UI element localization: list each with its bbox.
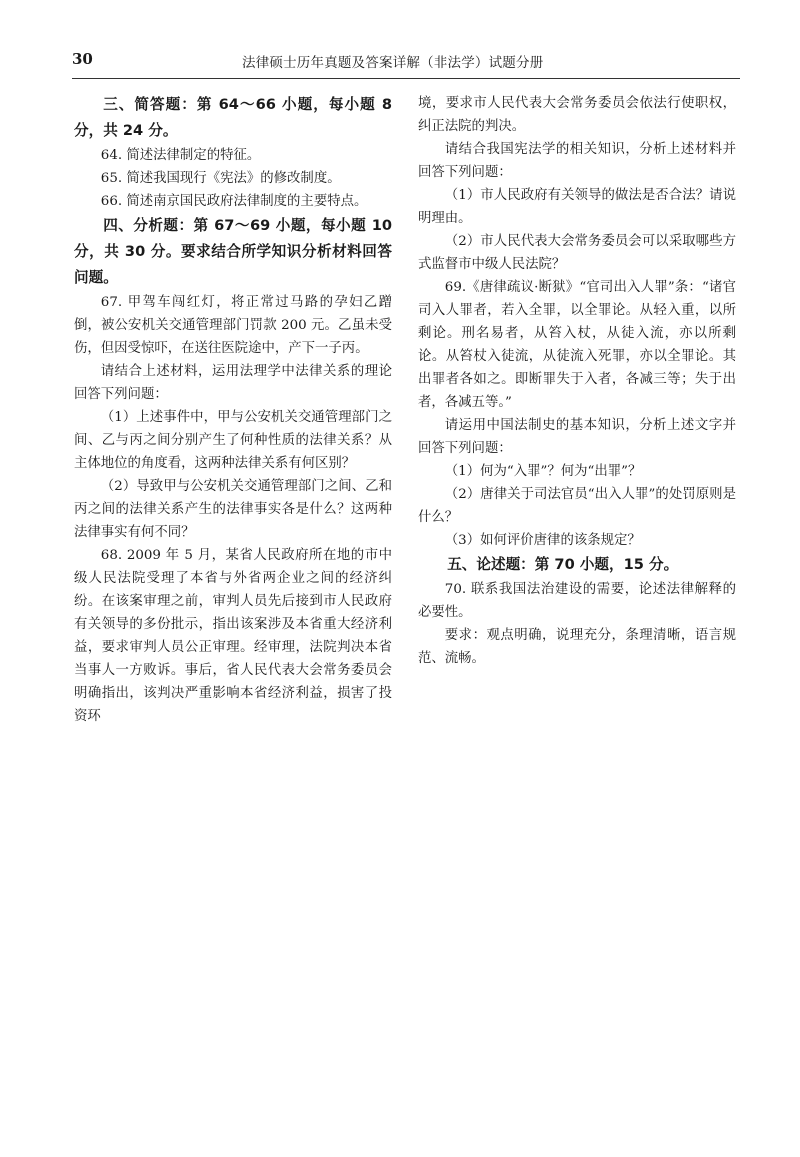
question-68-continued: 境，要求市人民代表大会常务委员会依法行使职权，纠正法院的判决。	[418, 96, 736, 134]
book-title: 法律硕士历年真题及答案详解（非法学）试题分册	[242, 55, 544, 71]
left-column	[74, 92, 392, 728]
section-5-heading: 五、论述题：第 70 小题，15 分。	[447, 556, 679, 573]
page-number: 30	[72, 50, 93, 68]
question-65: 65. 简述我国现行《宪法》的修改制度。	[100, 171, 341, 186]
question-67-prompt: 请结合上述材料，运用法理学中法律关系的理论回答下列问题：	[74, 364, 392, 402]
section-4-heading: 四、分析题：第 67～69 小题，每小题 10 分，共 30 分。要求结合所学知识分析材料回答问题。	[74, 217, 392, 286]
question-69-prompt: 请运用中国法制史的基本知识，分析上述文字并回答下列问题：	[418, 418, 736, 456]
question-67-part-2: （2）导致甲与公安机关交通管理部门之间、乙和丙之间的法律关系产生的法律事实各是什么？这两种法律事实有何不同？	[74, 479, 392, 540]
header-rule	[72, 78, 740, 79]
question-69-text: 69.《唐律疏议·断狱》“官司出入人罪”条：“诸官司入人罪者，若入全罪，以全罪论。从轻入重，以所剩论。刑名易者，从笞入杖，从徒入流，亦以所剩论。从笞杖入徒流，从徒流入死罪，亦以全罪论。其出罪者各如之。即断罪失于入者，各减三等；失于出者，各减五等。”	[418, 280, 736, 410]
question-68-part-1: （1）市人民政府有关领导的做法是否合法？请说明理由。	[418, 188, 736, 226]
question-68-part-2: （2）市人民代表大会常务委员会可以采取哪些方式监督市中级人民法院？	[418, 234, 736, 272]
question-69-part-1: （1）何为“入罪”？何为“出罪”？	[444, 464, 642, 479]
question-67-part-1: （1）上述事件中，甲与公安机关交通管理部门之间、乙与丙之间分别产生了何种性质的法律关系？从主体地位的角度看，这两种法律关系有何区别？	[74, 410, 392, 471]
question-68-text: 68. 2009 年 5 月，某省人民政府所在地的市中级人民法院受理了本省与外省两企业之间的经济纠纷。在该案审理之前，审判人员先后接到市人民政府有关领导的多份批示，指出该案涉及本省重大经济利益，要求审判人员公正审理。经审理，法院判决本省当事人一方败诉。事后，省人民代表大会常务委员会明确指出，该判决严重影响本省经济利益，损害了投资环	[74, 548, 392, 724]
question-64: 64. 简述法律制定的特征。	[100, 148, 261, 163]
right-column	[418, 92, 736, 670]
question-69-part-2: （2）唐律关于司法官员“出入人罪”的处罚原则是什么？	[418, 487, 736, 525]
question-67-text: 67. 甲驾车闯红灯，将正常过马路的孕妇乙蹭倒，被公安机关交通管理部门罚款 200 元。乙虽未受伤，但因受惊吓，在送往医院途中，产下一子丙。	[74, 295, 392, 356]
question-66: 66. 简述南京国民政府法律制度的主要特点。	[100, 194, 368, 209]
question-69-part-3: （3）如何评价唐律的该条规定？	[444, 533, 641, 548]
page-header	[72, 50, 740, 76]
question-70-text: 70. 联系我国法治建设的需要，论述法律解释的必要性。	[418, 582, 736, 620]
question-70-requirements: 要求：观点明确，说理充分，条理清晰，语言规范、流畅。	[418, 628, 736, 666]
section-3-heading: 三、简答题：第 64～66 小题，每小题 8 分，共 24 分。	[74, 96, 392, 139]
question-68-prompt: 请结合我国宪法学的相关知识，分析上述材料并回答下列问题：	[418, 142, 736, 180]
